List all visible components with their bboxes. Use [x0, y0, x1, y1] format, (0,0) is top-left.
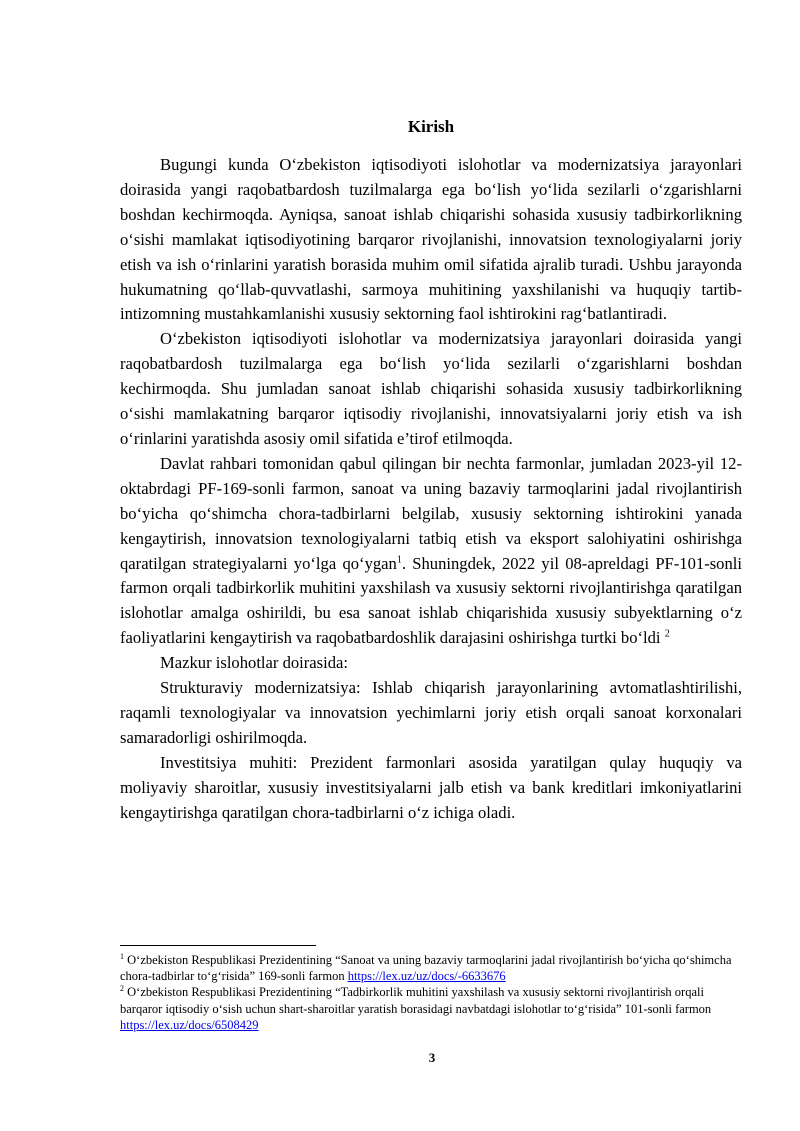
footnote-ref-2[interactable]: 2	[664, 628, 670, 640]
footnote-1	[120, 952, 742, 984]
footnote-2-text: O‘zbekiston Respublikasi Prezidentining “Tadbirkorlik muhitini yaxshilash va xususiy sektorni rivojlantirish orqali barqaror iqtisodiy o‘sish uchun shart-sharoitlar yaratish borasidagi navbatdagi islohotlar to‘g‘risida” 101-sonli farmon	[120, 985, 712, 1016]
paragraph-6: Investitsiya muhiti: Prezident farmonlari asosida yaratilgan qulay huquqiy va moliyaviy sharoitlar, xususiy investitsiyalarni jalb etish va bank kreditlari imkoniyatlarini kengaytirishga qaratilgan chora-tadbirlarni o‘z ichiga oladi.	[120, 752, 742, 822]
footnote-ref-1[interactable]: 1	[396, 553, 402, 565]
footnote-2-link[interactable]: https://lex.uz/docs/6508429	[120, 1017, 259, 1032]
paragraph-3	[120, 452, 742, 651]
paragraph-2: O‘zbekiston iqtisodiyoti islohotlar va modernizatsiya jarayonlari doirasida yangi raqobatbardosh tuzilmalarga ega bo‘lish yo‘lida sezilarli o‘zgarishlarni boshdan kechirmoqda. Shu jumladan sanoat ishlab chiqarishi sohasida xususiy tadbirkorlikning o‘sishi mamlakatning barqaror iqtisodiy rivojlanishi, innovatsiyalarni joriy etish va ish o‘rinlarini yaratishda asosiy omil sifatida e’tirof etilmoqda.	[120, 329, 742, 448]
footnote-2-number: 2	[120, 984, 124, 994]
paragraph-3-part-b: . Shuningdek, 2022 yil 08-apreldagi PF-101-sonli farmon orqali tadbirkorlik muhitini yaxshilash va xususiy sektorni rivojlantirishga qaratilgan islohotlar amalga oshirildi, bu esa sanoat ishlab chiqarishida xususiy subyektlarning o‘z faoliyatlarini kengaytirish va raqobatbardoshlik darajasini oshirishga turtki bo‘ldi	[120, 553, 742, 648]
paragraph-1: Bugungi kunda O‘zbekiston iqtisodiyoti islohotlar va modernizatsiya jarayonlari doirasida yangi raqobatbardosh tuzilmalarga ega bo‘lish yo‘lida sezilarli o‘zgarishlarni boshdan kechirmoqda. Ayniqsa, sanoat ishlab chiqarishi sohasida xususiy tadbirkorlikning o‘sishi mamlakat iqtisodiyotining barqaror rivojlanishi, innovatsion texnologiyalarni joriy etish va ish o‘rinlarini yaratish borasida muhim omil sifatida ajralib turadi. Ushbu jarayonda hukumatning qo‘llab-quvvatlashi, sarmoya muhitining yaxshilanishi va huquqiy tartib-intizomning mustahkamlanishi xususiy sektorning faol ishtirokini rag‘batlantiradi.	[120, 155, 742, 324]
paragraph-4: Mazkur islohotlar doirasida:	[160, 653, 349, 673]
paragraph-3-part-a: Davlat rahbari tomonidan qabul qilingan bir nechta farmonlar, jumladan 2023-yil 12-oktabrdagi PF-169-sonli farmon, sanoat va uning bazaviy tarmoqlarini jadal rivojlantirish bo‘yicha qo‘shimcha chora-tadbirlarni belgilab, xususiy sektorning ishtirokini yanada kengaytirish, innovatsion texnologiyalarni tatbiq etish va eksport salohiyatini oshirishga qaratilgan strategiyalarni yo‘lga qo‘ygan	[120, 453, 742, 573]
footnote-2	[120, 984, 742, 1033]
footnote-1-text: O‘zbekiston Respublikasi Prezidentining “Sanoat va uning bazaviy tarmoqlarini jadal rivojlantirish bo‘yicha qo‘shimcha chora-tadbirlar to‘g‘risida” 169-sonli farmon	[120, 953, 732, 984]
footnotes	[120, 952, 742, 1033]
section-title: Kirish	[407, 117, 455, 136]
footnote-separator	[120, 945, 316, 946]
footnote-1-link[interactable]: https://lex.uz/uz/docs/-6633676	[347, 969, 506, 984]
body-text	[120, 153, 742, 825]
footnote-1-number: 1	[120, 951, 124, 961]
paragraph-5: Strukturaviy modernizatsiya: Ishlab chiqarish jarayonlarining avtomatlashtirilishi, raqamli texnologiyalar va innovatsion yechimlarni joriy etish orqali sanoat korxonalari samaradorligi oshirilmoqda.	[120, 678, 742, 747]
page-number: 3	[428, 1050, 436, 1065]
